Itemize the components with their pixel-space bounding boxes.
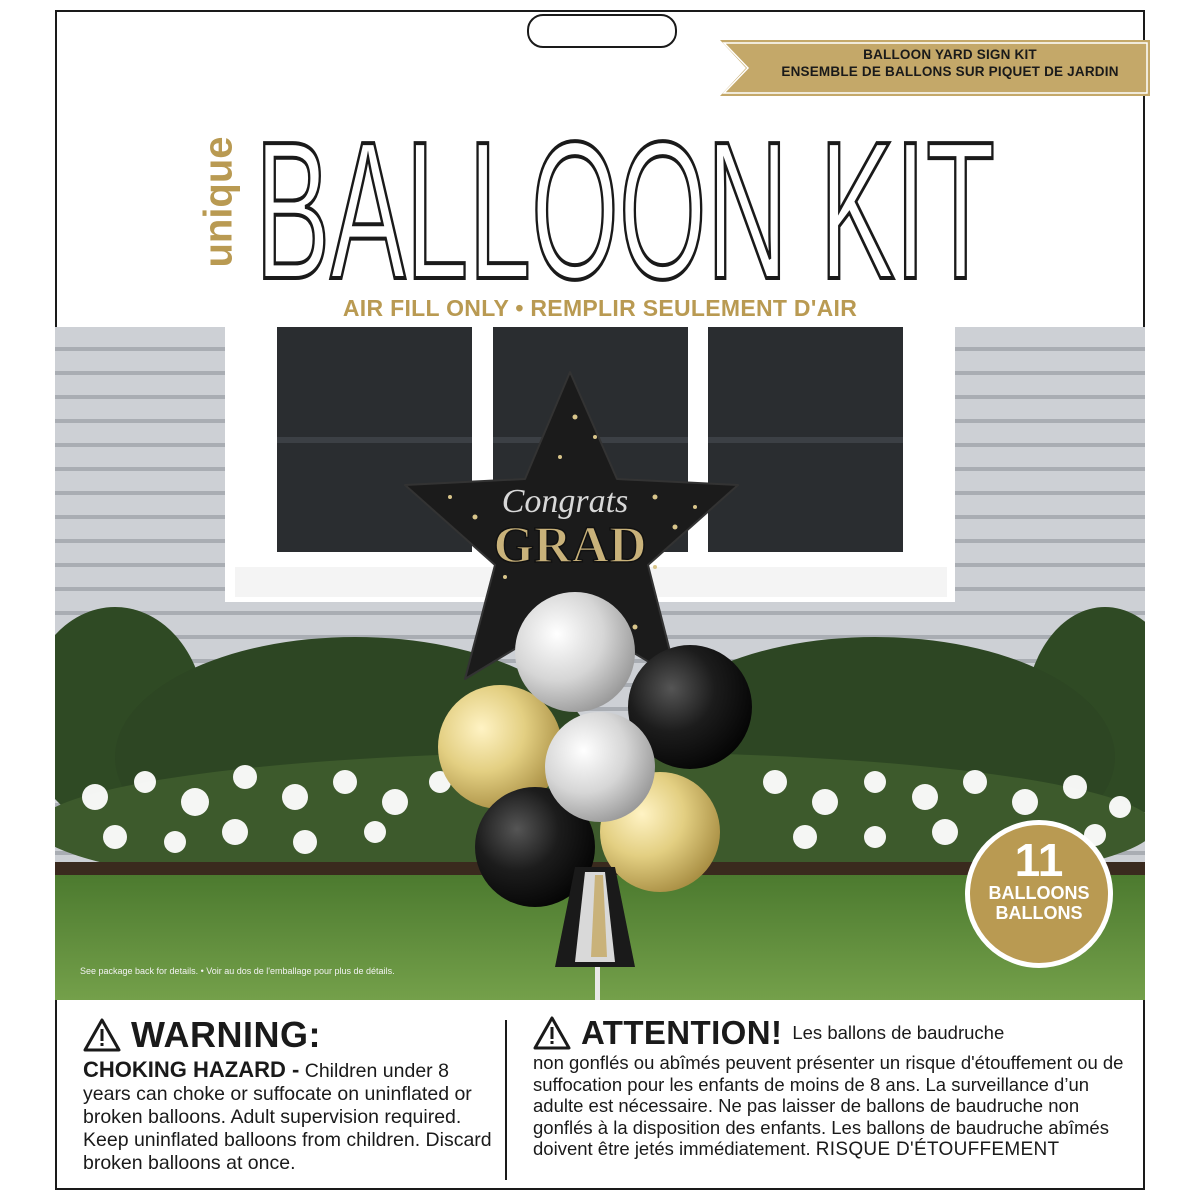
attention-closing: RISQUE D'ÉTOUFFEMENT xyxy=(815,1139,1060,1160)
warning-body xyxy=(83,1058,493,1175)
balloon-count-label-en: BALLOONS xyxy=(988,883,1090,903)
product-title xyxy=(245,110,1005,295)
air-fill-notice: AIR FILL ONLY • REMPLIR SEULEMENT D'AIR xyxy=(342,295,858,321)
warning-triangle-icon xyxy=(83,1018,121,1052)
attention-triangle-icon xyxy=(533,1016,571,1050)
brand-logo xyxy=(197,118,241,286)
attention-title: ATTENTION! xyxy=(581,1014,783,1051)
ribbon-text xyxy=(760,46,1140,80)
hang-tab xyxy=(527,14,677,48)
balloon-count-badge xyxy=(965,820,1113,968)
balloon-count-label-fr: BALLONS xyxy=(995,903,1083,923)
warning-section-french xyxy=(533,1014,1133,1161)
balloon-count: 11 xyxy=(1014,834,1064,886)
ribbon-line-french: ENSEMBLE DE BALLONS SUR PIQUET DE JARDIN xyxy=(781,64,1119,79)
balloon-script-text: Congrats xyxy=(501,483,629,520)
attention-lead: Les ballons de baudruche xyxy=(792,1022,1005,1043)
choking-hazard-label: CHOKING HAZARD - xyxy=(83,1057,300,1082)
warning-section-english xyxy=(83,1014,493,1175)
brand-name: unique xyxy=(196,136,241,268)
product-title-text: BALLOON KIT xyxy=(255,110,995,295)
warning-divider xyxy=(505,1020,507,1180)
balloon-main-text: GRAD xyxy=(493,517,647,574)
ribbon-line-english: BALLOON YARD SIGN KIT xyxy=(863,47,1037,62)
attention-body xyxy=(533,1052,1133,1161)
fine-print: See package back for details. • Voir au dos de l'emballage pour plus de détails. xyxy=(80,966,395,976)
warning-title: WARNING: xyxy=(131,1014,321,1055)
warning-text: Children under 8 years can choke or suffocate on uninflated or broken balloons. Adult supervision required. Keep uninflated balloons from children. Discard broken balloons at once. xyxy=(83,1060,492,1174)
attention-text: non gonflés ou abîmés peuvent présenter un risque d'étouffement ou de suffocation pour les enfants de moins de 8 ans. La surveillance d’un adulte est nécessaire. Ne pas laisser de ballons de baudruche non gonflés à la disposition des enfants. Les ballons de baudruche abîmés doivent être jetés immédiatement. xyxy=(533,1052,1124,1159)
